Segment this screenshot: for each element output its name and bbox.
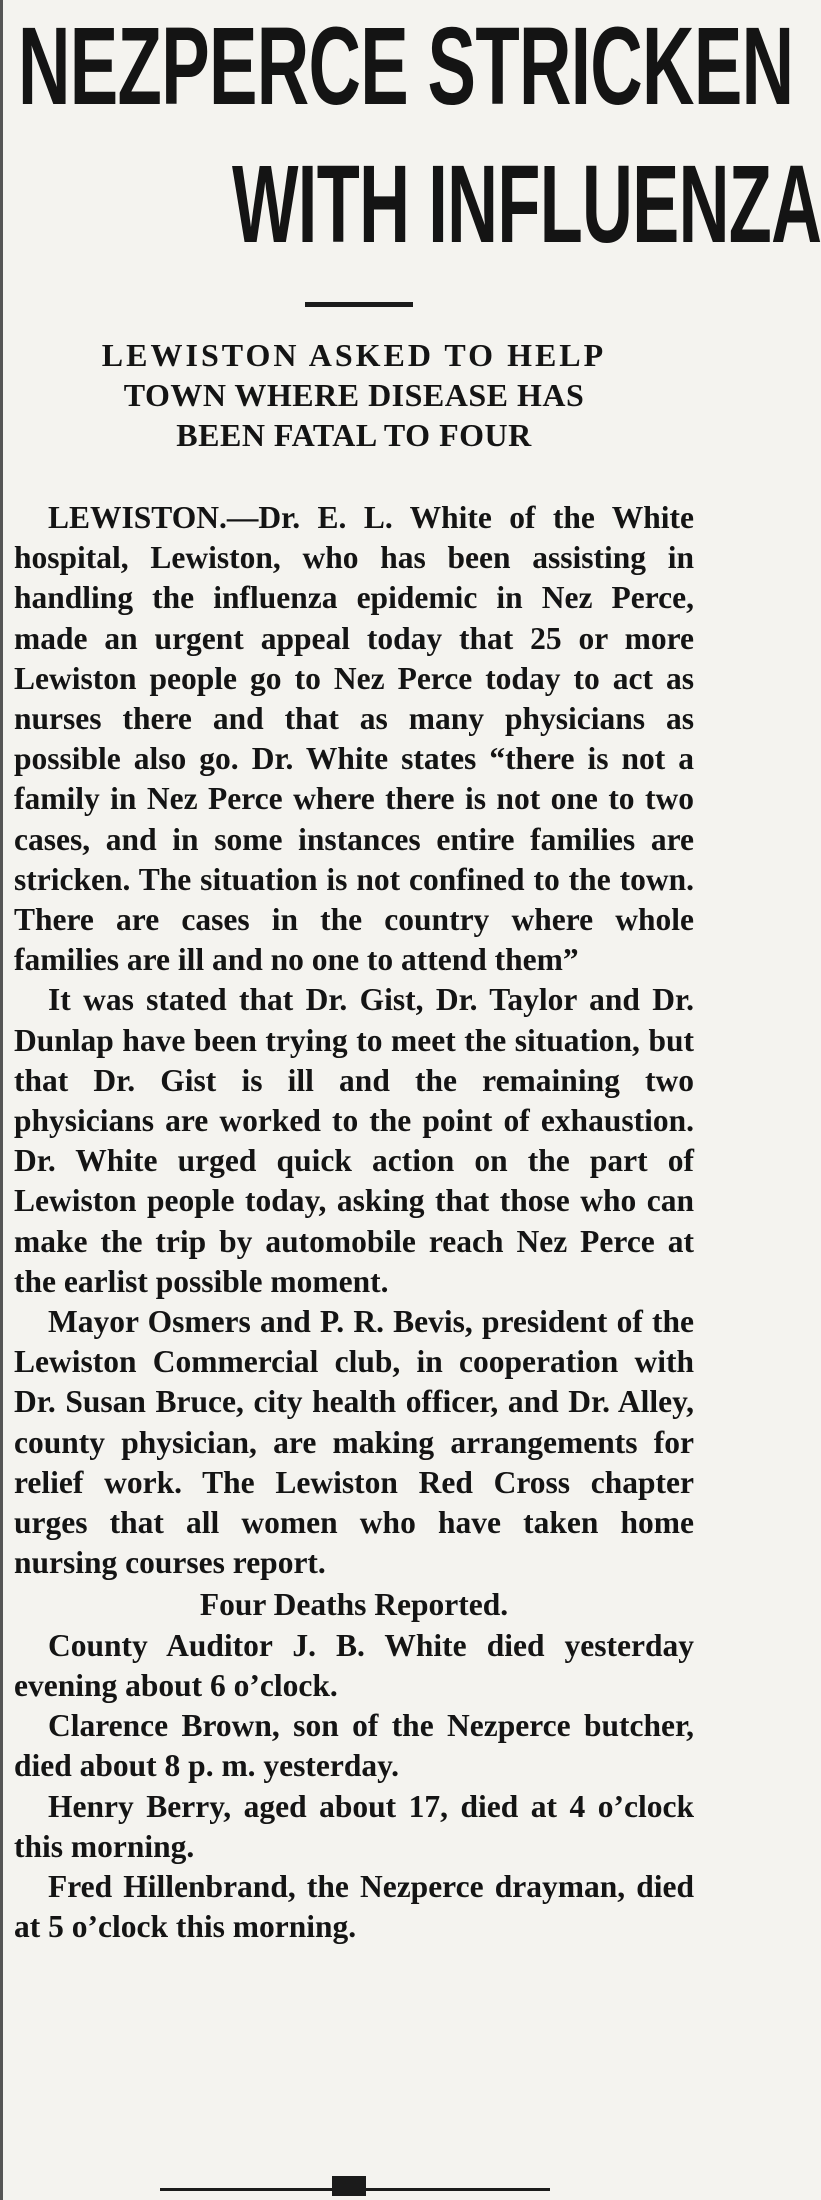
- article-body: [14, 498, 694, 1947]
- headline-line-2: WITH INFLUENZA: [232, 143, 821, 266]
- deck-line-3: BEEN FATAL TO FOUR: [176, 417, 532, 453]
- article-paragraph-6: Henry Berry, aged about 17, died at 4 o’clock this morning.: [14, 1788, 694, 1864]
- article-paragraph-7: Fred Hillenbrand, the Nezperce drayman, died at 5 o’clock this morning.: [14, 1868, 694, 1945]
- deck-headline: [14, 335, 694, 455]
- article-paragraph-4: County Auditor J. B. White died yesterday evening about 6 o’clock.: [14, 1627, 694, 1703]
- deck-line-1: LEWISTON ASKED TO HELP: [101, 337, 607, 373]
- article-subhead: Four Deaths Reported.: [199, 1587, 509, 1623]
- column-rule: [0, 0, 3, 2200]
- end-ornament: [332, 2176, 366, 2196]
- article-paragraph-2: It was stated that Dr. Gist, Dr. Taylor and Dr. Dunlap have been trying to meet the situation, but that Dr. Gist is ill and the remaining two physicians are worked to the point of exhaustion. Dr. White urged quick action on the part of Lewiston people today, asking that those who can make the trip by automobile reach Nez Perce at the earlist possible moment.: [14, 982, 694, 1299]
- article-paragraph-5: Clarence Brown, son of the Nezperce butcher, died about 8 p. m. yesterday.: [14, 1708, 694, 1784]
- headline-line-1: NEZPERCE STRICKEN: [18, 5, 794, 128]
- headline-divider: [305, 302, 413, 307]
- article-paragraph-1: LEWISTON.—Dr. E. L. White of the White hospital, Lewiston, who has been assisting in handling the influenza epidemic in Nez Perce, made an urgent appeal today that 25 or more Lewiston people go to Nez Perce today to act as nurses there and that as many physicians as possible also go. Dr. White states “there is not a family in Nez Perce where there is not one to two cases, and in some instances entire families are stricken. The situation is not confined to the town. There are cases in the country where whole families are ill and no one to attend them”: [14, 500, 694, 978]
- article-paragraph-3: Mayor Osmers and P. R. Bevis, president of the Lewiston Commercial club, in cooperation with Dr. Susan Bruce, city health officer, and Dr. Alley, county physician, are making arrangements for relief work. The Lewiston Red Cross chapter urges that all women who have taken home nursing courses report.: [14, 1304, 694, 1581]
- deck-line-2: TOWN WHERE DISEASE HAS: [123, 377, 585, 413]
